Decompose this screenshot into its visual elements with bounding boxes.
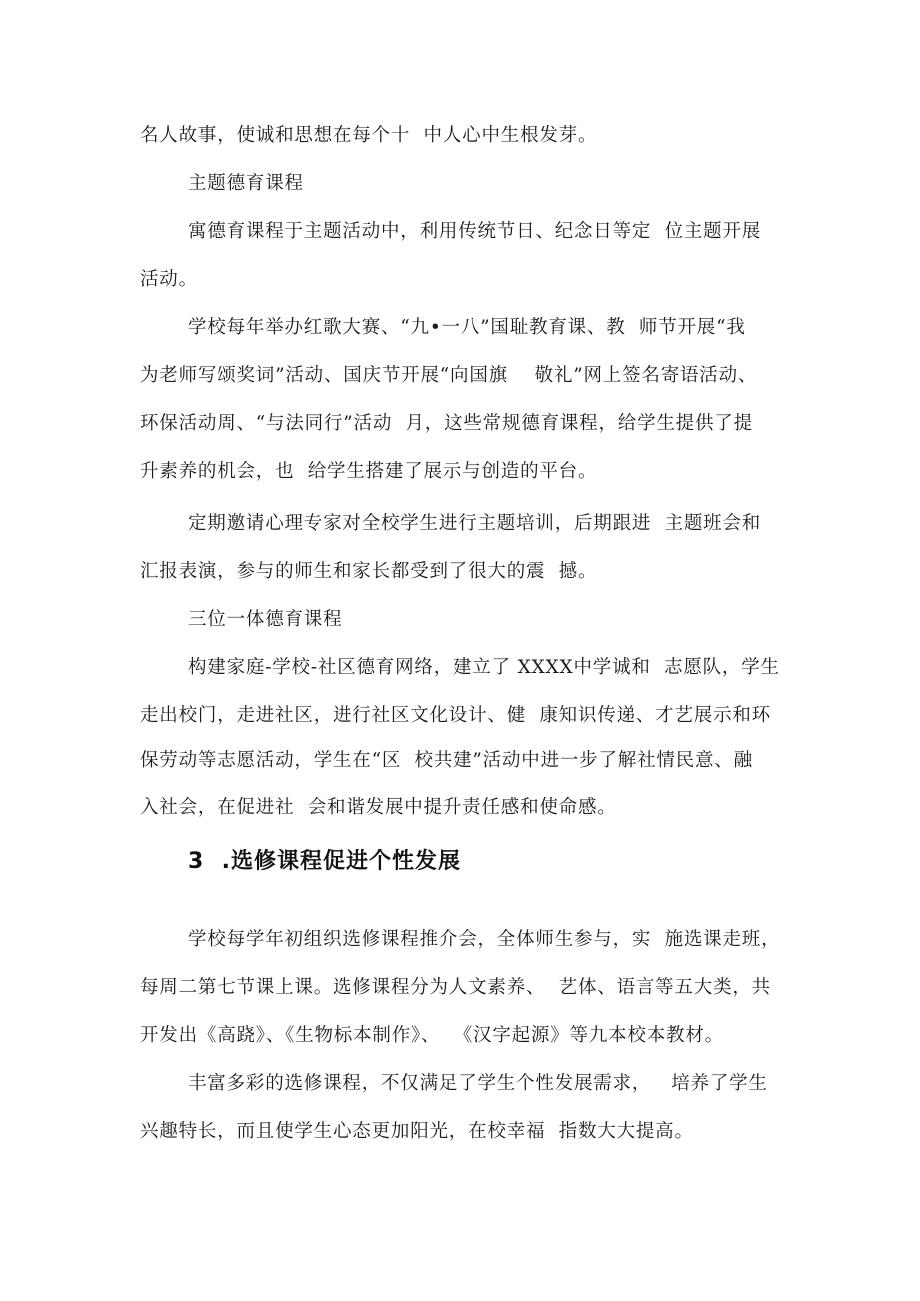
paragraph-line: 入社会，在促进社 会和谐发展中提升责任感和使命感。	[140, 797, 617, 818]
paragraph-line: 构建家庭-学校-社区德育网络，建立了 XXXX中学诚和 志愿队，学生	[188, 657, 780, 678]
paragraph-line: 寓德育课程于主题活动中，利用传统节日、纪念日等定 位主题开展	[188, 221, 762, 242]
paragraph-line: 开发出《高跷》、《生物标本制作》、 《汉字起源》等九本校本教材。	[140, 1025, 724, 1046]
section-subheading: 主题德育课程	[188, 173, 304, 194]
section-subheading: 三位一体德育课程	[188, 609, 343, 630]
paragraph-line: 为老师写颂奖词”活动、国庆节开展“向国旗 敬礼”网上签名寄语活动、	[140, 365, 758, 386]
paragraph-line: 保劳动等志愿活动，学生在“区 校共建”活动中进一步了解社情民意、融	[140, 750, 753, 771]
paragraph-line: 汇报表演，参与的师生和家长都受到了很大的震 撼。	[140, 561, 598, 582]
paragraph-line: 兴趣特长，而且使学生心态更加阳光，在校幸福 指数大大提高。	[140, 1121, 694, 1142]
paragraph-line: 每周二第七节课上课。选修课程分为人文素养、 艺体、语言等五大类，共	[140, 977, 771, 998]
paragraph-line: 走出校门，走进社区，进行社区文化设计、健 康知识传递、才艺展示和环	[140, 705, 771, 726]
section-heading: 3 .选修课程促进个性发展	[188, 849, 461, 874]
paragraph-line: 升素养的机会，也 给学生搭建了展示与创造的平台。	[140, 461, 598, 482]
paragraph-line: 学校每学年初组织选修课程推介会，全体师生参与，实 施选课走班，	[188, 929, 781, 950]
paragraph-line: 活动。	[140, 269, 198, 290]
paragraph-line: 丰富多彩的选修课程，不仅满足了学生个性发展需求， 培养了学生	[188, 1073, 768, 1094]
paragraph-line: 名人故事，使诚和思想在每个十 中人心中生根发芽。	[140, 125, 598, 146]
paragraph-line: 学校每年举办红歌大赛、“九•一八”国耻教育课、教 师节开展“我	[188, 317, 746, 338]
paragraph-line: 定期邀请心理专家对全校学生进行主题培训，后期跟进 主题班会和	[188, 513, 762, 534]
paragraph-line: 环保活动周、“与法同行”活动 月，这些常规德育课程，给学生提供了提	[140, 413, 753, 434]
